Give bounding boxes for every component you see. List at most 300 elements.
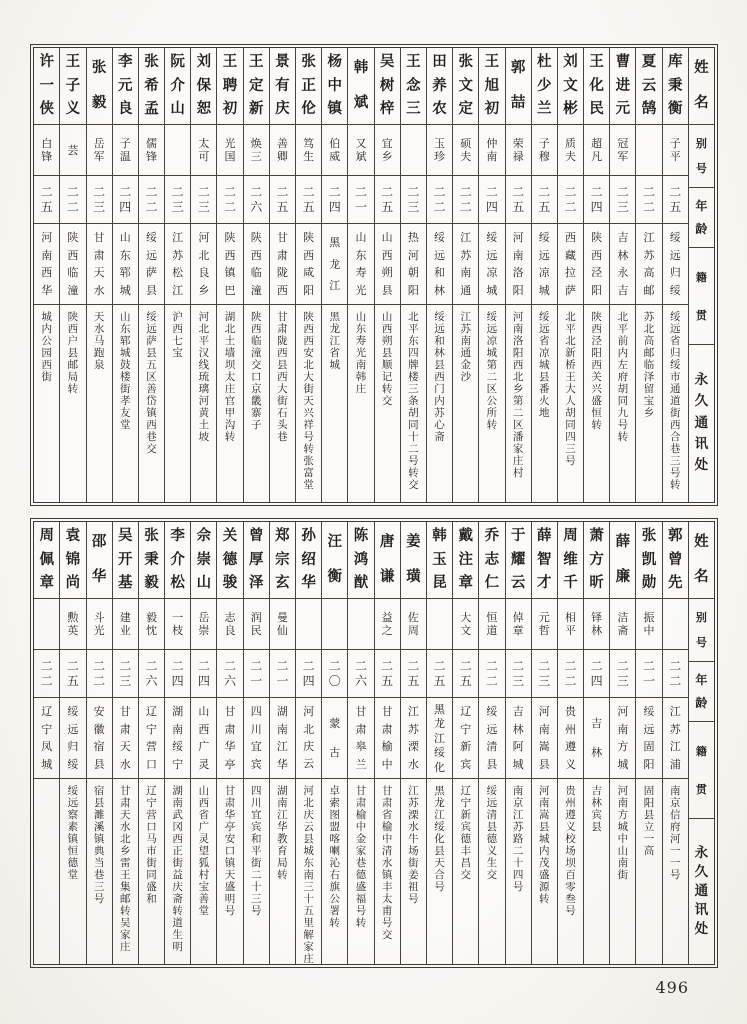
person-origin: 陕 西 镇 巴	[217, 224, 242, 305]
person-column	[243, 48, 269, 502]
person-age: 二 六	[139, 650, 164, 698]
person-address: 绥 远 察 素 镇 恒 德 堂	[67, 785, 79, 881]
directory-table-bottom	[30, 518, 718, 968]
person-name: 吴 开 基	[113, 522, 138, 599]
header-column	[688, 522, 714, 964]
person-name: 陈 鸿 猷	[348, 522, 373, 599]
person-column	[609, 522, 635, 964]
person-origin: 河 南 洛 阳	[506, 224, 531, 305]
person-address: 绥 远 省 归 绥 市 通 道 街 西 合 巷 三 号 转	[669, 311, 681, 491]
header-age: 年 龄	[689, 188, 714, 248]
person-column	[452, 522, 478, 964]
person-alias: 焕 三	[244, 125, 269, 176]
person-origin: 绥 远 凉 城	[479, 224, 504, 305]
person-address: 甘 肃 省 榆 中 清 水 镇 丰 太 甫 号 交	[381, 785, 393, 941]
person-alias	[296, 599, 321, 650]
header-alias: 别 号	[689, 125, 714, 188]
person-name: 刘 文 彬	[558, 48, 583, 125]
person-age: 二 二	[139, 176, 164, 224]
person-alias	[636, 125, 661, 176]
header-address: 永 久 通 讯 处	[694, 372, 709, 474]
person-age: 二 五	[375, 650, 400, 698]
person-name: 张 希 孟	[139, 48, 164, 125]
person-age: 二 三	[113, 650, 138, 698]
person-alias: 毅 忱	[139, 599, 164, 650]
person-origin: 陕 西 临 潼	[244, 224, 269, 305]
person-address: 绥 远 清 县 德 义 生 交	[486, 785, 498, 881]
person-age: 二 四	[322, 176, 347, 224]
person-alias	[427, 599, 452, 650]
person-age: 二 三	[610, 176, 635, 224]
person-age: 二 四	[191, 650, 216, 698]
person-origin: 辽 宁 凤 城	[34, 698, 59, 779]
person-name: 杨 中 镇	[322, 48, 347, 125]
person-column	[531, 522, 557, 964]
person-column	[374, 522, 400, 964]
person-column	[295, 48, 321, 502]
person-age: 二 三	[165, 176, 190, 224]
person-column	[426, 48, 452, 502]
person-address: 湖 北 土 墙 坝 太 庄 官 甲 沟 转	[224, 311, 236, 443]
header-column	[688, 48, 714, 502]
person-origin: 热 河 朝 阳	[401, 224, 426, 305]
person-column	[190, 48, 216, 502]
person-name: 王 定 新	[244, 48, 269, 125]
person-address	[34, 779, 59, 964]
person-name: 库 秉 衡	[663, 48, 688, 125]
person-alias: 恒 道	[479, 599, 504, 650]
person-name: 韩 斌	[348, 48, 373, 125]
person-column	[635, 522, 661, 964]
person-column	[557, 48, 583, 502]
person-alias: 宜 乡	[375, 125, 400, 176]
person-address: 河 南 嵩 县 城 内 茂 盛 源 转	[539, 785, 550, 905]
person-origin: 黑 龙 江	[322, 224, 347, 305]
person-origin: 绥 远 萨 县	[139, 224, 164, 305]
person-alias: 铎 林	[584, 599, 609, 650]
person-column	[321, 522, 347, 964]
person-column	[662, 522, 688, 964]
person-age: 二 二	[479, 650, 504, 698]
person-address: 绥 远 省 凉 城 县 番 火 地	[539, 311, 550, 419]
person-alias	[348, 599, 373, 650]
person-origin: 绥 远 归 绥	[663, 224, 688, 305]
person-origin: 河 北 庆 云	[296, 698, 321, 779]
person-name: 田 养 农	[427, 48, 452, 125]
person-address: 天 水 马 跑 泉	[93, 311, 105, 371]
person-column	[269, 48, 295, 502]
person-column	[34, 522, 59, 964]
person-age: 二 一	[348, 176, 373, 224]
person-age: 二 四	[113, 176, 138, 224]
person-alias: 岳 崇	[191, 599, 216, 650]
person-age: 二 五	[532, 176, 557, 224]
person-address: 北 平 前 内 左 府 胡 同 九 号 转	[617, 311, 629, 443]
person-address: 甘 肃 榆 中 金 家 巷 德 盛 福 号 转	[355, 785, 367, 929]
person-column	[216, 48, 242, 502]
person-origin: 吉 林	[584, 698, 609, 779]
person-alias: 又 斌	[348, 125, 373, 176]
person-address: 辽 宁 新 宾 德 丰 昌 交	[460, 785, 471, 881]
person-name: 关 德 骏	[217, 522, 242, 599]
person-name: 乔 志 仁	[479, 522, 504, 599]
person-name: 刘 保 恕	[191, 48, 216, 125]
person-name: 韩 玉 昆	[427, 522, 452, 599]
person-name: 夏 云 鹄	[636, 48, 661, 125]
person-age: 二 二	[217, 176, 242, 224]
person-name: 汪 衡	[322, 522, 347, 599]
person-age: 二 三	[532, 650, 557, 698]
person-column	[112, 48, 138, 502]
person-alias	[165, 125, 190, 176]
person-column	[138, 48, 164, 502]
person-column	[321, 48, 347, 502]
person-origin: 河 南 西 华	[34, 224, 59, 305]
person-origin: 四 川 宜 宾	[244, 698, 269, 779]
person-alias: 振 中	[636, 599, 661, 650]
person-address: 甘 肃 天 水 北 乡 雷 王 集 邮 转 吴 家 庄	[120, 785, 131, 953]
person-name: 张 凯 勋	[636, 522, 661, 599]
person-age: 二 五	[34, 176, 59, 224]
person-alias: 光 国	[217, 125, 242, 176]
person-name: 孙 绍 华	[296, 522, 321, 599]
person-column	[86, 48, 112, 502]
person-column	[374, 48, 400, 502]
person-alias: 建 业	[113, 599, 138, 650]
person-address: 卓 索 图 盟 喀 喇 沁 右 旗 公 署 转	[329, 785, 341, 929]
person-age: 二 四	[479, 176, 504, 224]
person-column	[426, 522, 452, 964]
person-origin: 绥 远 固 阳	[636, 698, 661, 779]
person-age: 二 五	[375, 176, 400, 224]
person-alias: 硕 夫	[453, 125, 478, 176]
person-alias: 质 夫	[558, 125, 583, 176]
person-name: 曹 进 元	[610, 48, 635, 125]
person-age: 二 〇	[322, 650, 347, 698]
person-alias: 大 文	[453, 599, 478, 650]
person-origin: 陕 西 泾 阳	[584, 224, 609, 305]
person-alias: 玉 珍	[427, 125, 452, 176]
person-age: 二 二	[87, 650, 112, 698]
person-column	[347, 48, 373, 502]
person-origin: 贵 州 遵 义	[558, 698, 583, 779]
person-origin: 甘 肃 榆 中	[375, 698, 400, 779]
person-name: 姜 璜	[401, 522, 426, 599]
person-name: 曾 厚 泽	[244, 522, 269, 599]
person-name: 萧 方 昕	[584, 522, 609, 599]
person-origin: 河 南 嵩 县	[532, 698, 557, 779]
person-name: 阮 介 山	[165, 48, 190, 125]
person-address: 甘 肃 陇 西 县 西 大 街 石 头 巷	[277, 311, 288, 443]
person-origin: 甘 肃 天 水	[113, 698, 138, 779]
page-number: 496	[655, 978, 689, 997]
person-name: 周 佩 章	[34, 522, 59, 599]
person-name: 李 元 良	[113, 48, 138, 125]
person-name: 戴 注 章	[453, 522, 478, 599]
person-age: 二 五	[296, 176, 321, 224]
person-alias: 元 哲	[532, 599, 557, 650]
header-name: 姓 名	[689, 48, 714, 125]
person-address: 北 平 东 四 牌 楼 三 条 胡 同 十 二 号 转 交	[408, 311, 419, 491]
person-alias: 子 平	[663, 125, 688, 176]
person-origin: 江 苏 溧 水	[401, 698, 426, 779]
person-alias: 冠 军	[610, 125, 635, 176]
person-address: 北 平 北 新 桥 王 大 人 胡 同 四 三 号	[565, 311, 576, 467]
person-name: 王 子 义	[60, 48, 85, 125]
person-origin: 辽 宁 新 宾	[453, 698, 478, 779]
person-origin: 陕 西 咸 阳	[296, 224, 321, 305]
person-address: 固 阳 县 立 一 高	[643, 785, 655, 857]
person-origin: 甘 肃 皋 兰	[348, 698, 373, 779]
person-column	[583, 522, 609, 964]
person-alias: 白 锋	[34, 125, 59, 176]
person-age: 二 四	[584, 176, 609, 224]
person-age: 二 六	[348, 650, 373, 698]
person-name: 张 毅	[87, 48, 112, 125]
person-address: 黑 龙 江 省 城	[329, 311, 341, 371]
person-address: 辽 宁 营 口 马 市 街 同 盛 和	[146, 785, 157, 905]
person-age: 二 三	[401, 176, 426, 224]
person-alias: 仲 南	[479, 125, 504, 176]
person-age: 二 五	[453, 650, 478, 698]
person-age: 二 三	[610, 650, 635, 698]
person-name: 郑 宗 玄	[270, 522, 295, 599]
person-origin: 吉 林 阿 城	[506, 698, 531, 779]
person-origin: 陕 西 临 潼	[60, 224, 85, 305]
person-address: 山 东 郓 城 鼓 楼 街 孝 友 堂	[120, 311, 131, 431]
person-name: 张 正 伦	[296, 48, 321, 125]
person-column	[269, 522, 295, 964]
person-age: 二 二	[558, 176, 583, 224]
person-alias	[401, 125, 426, 176]
person-address: 山 东 寿 光 南 韩 庄	[355, 311, 367, 395]
person-name: 王 化 民	[584, 48, 609, 125]
person-column	[347, 522, 373, 964]
person-address: 吉 林 宾 县	[591, 785, 602, 833]
person-origin: 甘 肃 华 亭	[217, 698, 242, 779]
person-name: 于 耀 云	[506, 522, 531, 599]
person-name: 王 念 三	[401, 48, 426, 125]
person-age: 二 二	[636, 176, 661, 224]
person-alias: 佐 周	[401, 599, 426, 650]
person-name: 王 旭 初	[479, 48, 504, 125]
person-column	[86, 522, 112, 964]
person-alias: 子 穆	[532, 125, 557, 176]
person-alias: 曼 仙	[270, 599, 295, 650]
person-column	[59, 48, 85, 502]
person-origin: 山 东 寿 光	[348, 224, 373, 305]
person-origin: 绥 远 凉 城	[532, 224, 557, 305]
person-origin: 江 苏 南 通	[453, 224, 478, 305]
person-alias: 伯 威	[322, 125, 347, 176]
person-age: 二 二	[427, 176, 452, 224]
person-origin: 江 苏 江 浦	[663, 698, 688, 779]
scanned-page	[30, 44, 718, 968]
person-column	[400, 522, 426, 964]
person-origin: 绥 远 归 绥	[60, 698, 85, 779]
person-alias: 益 之	[375, 599, 400, 650]
person-alias: 润 民	[244, 599, 269, 650]
person-alias	[34, 599, 59, 650]
person-address: 陕 西 临 潼 交 口 京 畿 寨 子	[250, 311, 262, 431]
person-column	[505, 48, 531, 502]
person-name: 郭 喆	[506, 48, 531, 125]
person-origin: 河 南 方 城	[610, 698, 635, 779]
person-address: 城 内 公 园 西 街	[41, 311, 52, 383]
person-age: 二 五	[270, 176, 295, 224]
person-age: 二 四	[165, 650, 190, 698]
header-alias: 别 号	[689, 599, 714, 662]
person-column	[112, 522, 138, 964]
person-alias: 斗 光	[87, 599, 112, 650]
person-alias: 儒 锋	[139, 125, 164, 176]
person-origin: 绥 远 和 林	[427, 224, 452, 305]
table-columns-bottom	[34, 522, 714, 964]
person-address: 山 西 朔 县 顺 记 转 交	[381, 311, 393, 407]
person-origin: 吉 林 永 吉	[610, 224, 635, 305]
person-name: 杜 少 兰	[532, 48, 557, 125]
person-origin: 山 东 郓 城	[113, 224, 138, 305]
person-address: 河 南 洛 阳 西 北 乡 第 二 区 潘 家 庄 村	[512, 311, 524, 479]
person-origin: 西 藏 拉 萨	[558, 224, 583, 305]
person-age: 二 五	[427, 650, 452, 698]
person-origin: 湖 南 绥 宁	[165, 698, 190, 779]
person-alias	[663, 599, 688, 650]
person-alias: 岳 军	[87, 125, 112, 176]
person-age: 二 二	[558, 650, 583, 698]
person-address: 湖 南 江 华 教 育 局 转	[277, 785, 288, 881]
person-age: 二 四	[296, 650, 321, 698]
person-column	[635, 48, 661, 502]
person-origin: 蒙 古	[322, 698, 347, 779]
person-address: 宿 县 濉 溪 镇 典 当 巷 三 号	[93, 785, 105, 905]
person-address: 甘 肃 华 亭 安 口 镇 天 盛 明 号	[224, 785, 236, 917]
person-alias: 勲 英	[60, 599, 85, 650]
person-column	[583, 48, 609, 502]
person-column	[216, 522, 242, 964]
person-alias	[322, 599, 347, 650]
person-alias: 太 可	[191, 125, 216, 176]
person-address: 四 川 宜 宾 和 平 街 二 十 三 号	[250, 785, 262, 917]
person-name: 周 维 千	[558, 522, 583, 599]
table-columns-top	[34, 48, 714, 502]
person-address: 陕 西 户 县 邮 局 转	[67, 311, 79, 395]
person-column	[557, 522, 583, 964]
person-column	[243, 522, 269, 964]
person-origin: 辽 宁 营 口	[139, 698, 164, 779]
person-alias: 倬 章	[506, 599, 531, 650]
person-column	[295, 522, 321, 964]
person-alias: 志 良	[217, 599, 242, 650]
person-name: 景 有 庆	[270, 48, 295, 125]
person-column	[452, 48, 478, 502]
person-address: 绥 远 萨 县 五 区 善 岱 镇 西 巷 交	[146, 311, 157, 455]
person-name: 张 文 定	[453, 48, 478, 125]
person-address: 河 北 平 汉 线 琉 璃 河 黄 土 坡	[198, 311, 210, 443]
person-age: 二 一	[636, 650, 661, 698]
person-origin: 甘 肃 陇 西	[270, 224, 295, 305]
person-address: 苏 北 高 邮 临 泽 留 宝 乡	[643, 311, 655, 419]
person-column	[164, 48, 190, 502]
person-origin: 江 苏 松 江	[165, 224, 190, 305]
person-address: 山 西 省 广 灵 望 狐 村 宝 善 堂	[198, 785, 210, 917]
person-address: 江 苏 南 通 金 沙	[460, 311, 471, 383]
person-address: 黑 龙 江 绥 化 县 天 合 号	[434, 785, 445, 893]
person-alias: 相 平	[558, 599, 583, 650]
person-age: 二 二	[453, 176, 478, 224]
person-address: 陕 西 泾 阳 西 关 兴 盛 恒 转	[591, 311, 602, 431]
person-origin: 山 西 广 灵	[191, 698, 216, 779]
person-age: 二 四	[584, 650, 609, 698]
person-column	[531, 48, 557, 502]
person-origin: 绥 远 清 县	[479, 698, 504, 779]
directory-table-top	[30, 44, 718, 506]
person-age: 二 一	[244, 650, 269, 698]
person-column	[34, 48, 59, 502]
person-address: 陕 西 西 安 北 大 街 天 兴 祥 号 转 张 富 堂	[303, 311, 314, 491]
person-origin: 湖 南 江 华	[270, 698, 295, 779]
person-name: 吴 树 梓	[375, 48, 400, 125]
person-age: 二 六	[244, 176, 269, 224]
person-column	[138, 522, 164, 964]
person-origin: 河 北 良 乡	[191, 224, 216, 305]
person-column	[164, 522, 190, 964]
person-name: 薛 廉	[610, 522, 635, 599]
person-address: 河 北 庆 云 县 城 东 南 三 十 五 里 解 家 庄	[303, 784, 314, 964]
person-address: 南 京 江 苏 路 二 十 四 号	[512, 785, 524, 893]
person-age: 二 三	[191, 176, 216, 224]
person-address: 江 苏 溧 水 牛 场 街 姜 祖 号	[408, 785, 419, 905]
header-age: 年 龄	[689, 662, 714, 722]
person-name: 张 秉 毅	[139, 522, 164, 599]
person-name: 佘 崇 山	[191, 522, 216, 599]
person-age: 二 六	[217, 650, 242, 698]
person-alias: 笃 生	[296, 125, 321, 176]
person-column	[505, 522, 531, 964]
person-origin: 山 西 朔 县	[375, 224, 400, 305]
person-address: 南 京 信 府 河 一 一 号	[669, 785, 681, 881]
person-alias: 荣 禄	[506, 125, 531, 176]
person-address: 沪 西 七 宝	[172, 311, 183, 359]
person-name: 袁 锦 尚	[60, 522, 85, 599]
person-name: 李 介 松	[165, 522, 190, 599]
person-column	[190, 522, 216, 964]
header-origin: 籍 贯	[689, 248, 714, 345]
person-age: 二 三	[87, 176, 112, 224]
person-origin: 安 徽 宿 县	[87, 698, 112, 779]
header-address: 永 久 通 讯 处	[694, 844, 709, 937]
person-age: 二 一	[270, 650, 295, 698]
person-alias: 超 凡	[584, 125, 609, 176]
person-column	[478, 522, 504, 964]
person-column	[609, 48, 635, 502]
person-alias: 洁 斋	[610, 599, 635, 650]
person-column	[478, 48, 504, 502]
person-name: 唐 谦	[375, 522, 400, 599]
person-name: 王 聘 初	[217, 48, 242, 125]
person-address: 绥 远 和 林 县 西 门 内 苏 心 斋	[434, 311, 445, 443]
header-name: 姓 名	[689, 522, 714, 599]
person-age: 二 二	[60, 176, 85, 224]
header-origin: 籍 贯	[689, 722, 714, 819]
person-address: 绥 远 凉 城 第 二 区 公 所 转	[486, 311, 498, 431]
person-address: 湖 南 武 冈 西 正 街 益 庆 斋 转 道 生 明	[172, 785, 183, 953]
person-age: 二 二	[34, 650, 59, 698]
person-name: 郭 曾 先	[663, 522, 688, 599]
person-address: 贵 州 遵 义 校 场 坝 百 零 叁 号	[565, 785, 576, 917]
person-column	[662, 48, 688, 502]
person-age: 二 五	[60, 650, 85, 698]
